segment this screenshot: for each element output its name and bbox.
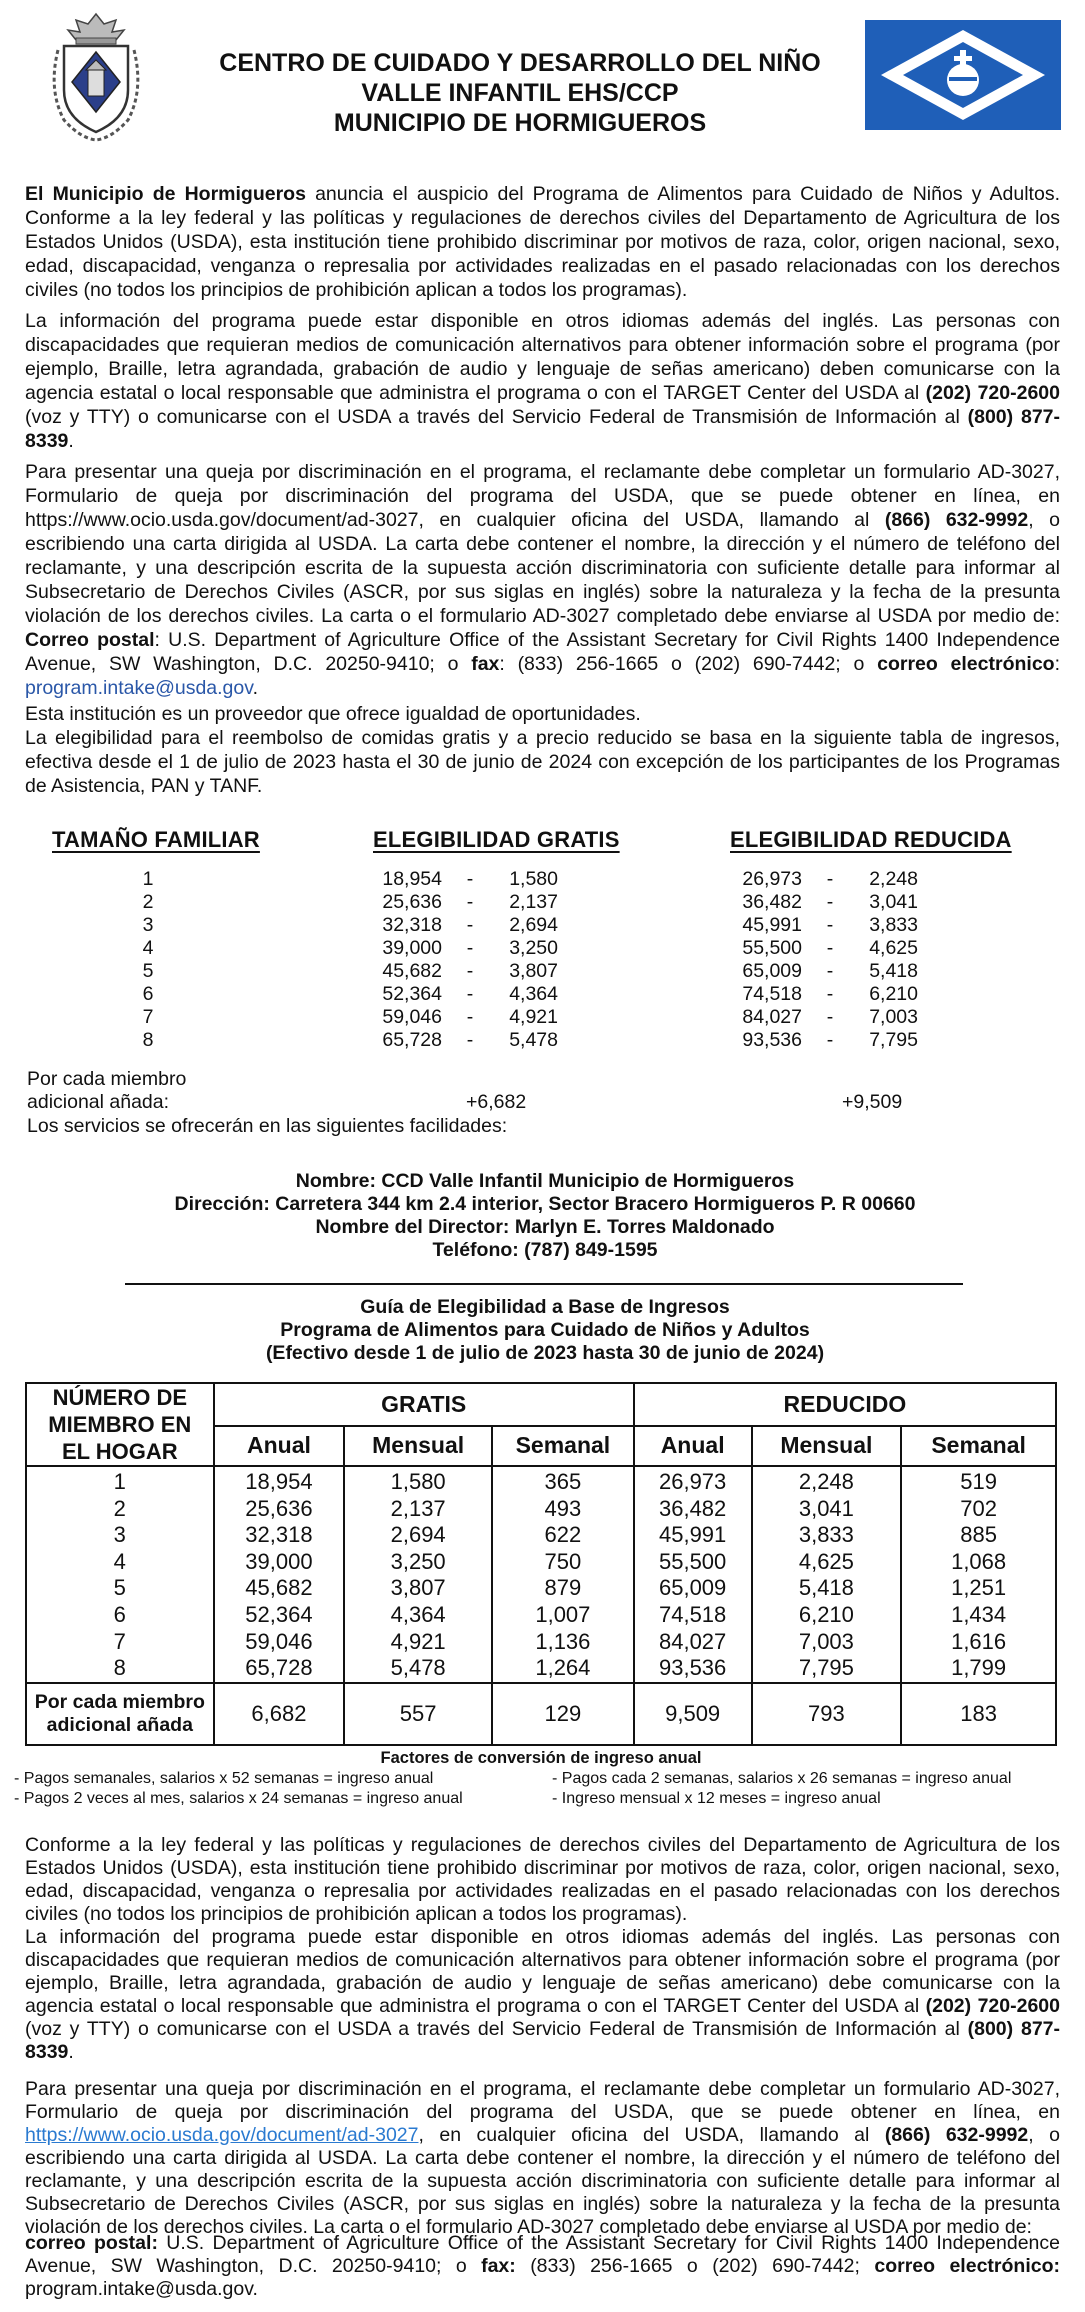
intro-paragraph-4 [25,702,1060,798]
guide-title-line-2: Programa de Alimentos para Cuidado de Niños y Adultos [280,1319,810,1341]
municipal-flag-icon [865,20,1061,130]
guide-title [150,1296,940,1365]
additional-member-free: +6,682 [466,1091,527,1113]
ad-3027-link[interactable]: https://www.ocio.usda.gov/document/ad-3027 [25,2124,419,2146]
reduced-header: REDUCIDO [634,1383,1056,1426]
outro-complaint-phone: (866) 632-9992 [884,2124,1029,2146]
table-cell: 2,694 [390,1522,446,1548]
range-dash: - [466,960,474,982]
table-cell: 55,500 [658,1548,727,1574]
email-link[interactable]: program.intake@usda.gov [25,677,253,699]
range-dash: - [826,914,834,936]
free-range-row [372,1006,558,1029]
header-line-1: CENTRO DE CUIDADO Y DESARROLLO DEL NIÑO [219,49,821,77]
free-header: GRATIS [214,1383,634,1426]
intro-p3-text-f: . [252,677,258,699]
income-eligibility-table [25,1382,1057,1746]
conversion-monthly: - Ingreso mensual x 12 meses = ingreso anual [552,1790,881,1807]
table-cell: 93,536 [658,1655,727,1681]
reduced-range-low: 26,973 [742,868,802,890]
additional-reduced-annual: 9,509 [634,1683,752,1745]
table-cell: 1 [113,1469,126,1494]
guide-title-line-3: (Efectivo desde 1 de julio de 2023 hasta 30 de junio de 2024) [265,1342,825,1364]
reduced-annual-column [634,1466,752,1683]
table-cell: 622 [544,1522,582,1548]
complaint-phone: (866) 632-9992 [884,509,1029,531]
free-range-row [372,960,558,983]
members-column [26,1466,214,1683]
additional-free-weekly: 129 [492,1683,634,1745]
free-range-row [372,914,558,937]
range-dash: - [826,1029,834,1051]
range-dash: - [826,937,834,959]
table-cell: 7 [113,1628,126,1654]
free-range-high: 3,250 [509,937,558,959]
reduced-range-high: 4,625 [869,937,918,959]
table-cell: 1,136 [535,1628,591,1654]
table-cell: 5 [113,1575,126,1601]
free-range-row [372,937,558,960]
free-range-low: 45,682 [382,960,442,982]
reduced-range-column [732,868,918,1052]
free-range-low: 65,728 [382,1029,442,1051]
header-line-3: MUNICIPIO DE HORMIGUEROS [333,109,707,137]
reduced-range-high: 3,041 [869,891,918,913]
intro-paragraph-2 [25,309,1060,453]
facility-phone: Teléfono: (787) 849-1595 [432,1239,658,1261]
services-line: Los servicios se ofrecerán en las siguientes facilidades: [27,1115,508,1137]
free-range-low: 32,318 [382,914,442,936]
table-cell: 3 [113,1522,126,1548]
outro-p2-text-b: (voz y TTY) o comunicarse con el USDA a través del Servicio Federal de Transmisión de Información al [25,2018,968,2040]
reduced-range-row [732,891,918,914]
free-range-low: 25,636 [382,891,442,913]
municipal-seal-icon [42,10,150,142]
table-cell: 1,616 [951,1628,1007,1654]
table-cell: 4,625 [798,1548,854,1574]
family-size-value: 3 [142,914,154,936]
intro-p3-text-d: : (833) 256-1665 o (202) 690-7442; o [499,653,878,675]
reduced-range-low: 65,009 [742,960,802,982]
table-cell: 7,003 [798,1628,854,1654]
reduced-range-row [732,1029,918,1052]
free-range-row [372,868,558,891]
family-size-value: 8 [142,1029,154,1051]
table-cell: 65,009 [658,1575,727,1601]
reduced-range-high: 2,248 [869,868,918,890]
outro-target-phone: (202) 720-2600 [925,1995,1060,2017]
equal-opportunity-line: Esta institución es un proveedor que ofrece igualdad de oportunidades. [25,703,641,725]
intro-p2-text-b: (voz y TTY) o comunicarse con el USDA a través del Servicio Federal de Transmisión de Información al [25,406,968,428]
reduced-range-low: 93,536 [742,1029,802,1051]
free-monthly-column [344,1466,492,1683]
table-cell: 32,318 [245,1522,313,1548]
table-cell: 7,795 [798,1655,854,1681]
free-weekly-column [492,1466,634,1683]
range-dash: - [826,868,834,890]
table-cell: 36,482 [658,1495,727,1521]
reduced-range-high: 5,418 [869,960,918,982]
table-cell: 26,973 [658,1469,727,1494]
range-dash: - [466,914,474,936]
household-members-header-line-1: NÚMERO DE [52,1385,188,1410]
range-dash: - [826,960,834,982]
table-cell: 4,364 [390,1601,446,1627]
outro-p3-text-c: , o escribiendo una carta dirigida al USDA. La carta debe contener el nombre, la dirección y el número de teléfono del reclamante, y una descripción escrita de la supuesta acción discriminatoria con suficiente detalle para informar al Subsecretario de Derechos Civiles (ASCR, por sus siglas en inglés) sobre la naturaleza y la fecha de la presunta violación de los derechos civiles. La carta o el formulario AD-3027 completado debe enviarse al USDA por medio de: [25,2124,1060,2238]
outro-p4-text-a: U.S. Department of Agriculture Office of the Assistant Secretary for Civil Rights 1400 Independence Avenue, SW Washington, D.C. 20250-9410; o [25,2232,1060,2277]
household-members-header-line-3: EL HOGAR [61,1439,178,1464]
outro-p4-text-b: (833) 256-1665 o (202) 690-7442; [515,2255,875,2277]
reduced-range-row [732,868,918,891]
free-range-column [372,868,558,1052]
outro-p2-text-c: . [68,2041,74,2063]
outro-fax-label: fax: [481,2255,516,2277]
outro-p3-text-b: , en cualquier oficina del USDA, llamando al [418,2124,885,2146]
conversion-weekly: - Pagos semanales, salarios x 52 semanas = ingreso anual [14,1770,434,1787]
conversion-right [552,1769,1011,1809]
additional-reduced-monthly: 793 [752,1683,902,1745]
conversion-biweekly: - Pagos cada 2 semanas, salarios x 26 semanas = ingreso anual [552,1770,1012,1787]
household-members-header-line-2: MIEMBRO EN [48,1412,192,1437]
intro-p2-text-a: La información del programa puede estar disponible en otros idiomas además del inglés. Las personas con discapacidades que requieran medios de comunicación alternativos para obtener información sobre el programa (por ejemplo, Braille, letra agrandada, grabación de audio y lenguaje de señas americano) deben comunicarse con la agencia estatal o local responsable que administra el programa o con el TARGET Center del USDA al [25,310,1060,404]
table-cell: 18,954 [245,1469,313,1494]
range-dash: - [826,983,834,1005]
reduced-range-row [732,914,918,937]
table-cell: 2,248 [798,1469,854,1494]
additional-member-row-label-line-2: adicional añada [46,1713,193,1736]
table-cell: 1,799 [951,1655,1007,1681]
divider [125,1283,963,1285]
conversion-twice-monthly: - Pagos 2 veces al mes, salarios x 24 semanas = ingreso anual [14,1790,463,1807]
table-cell: 3,041 [798,1495,854,1521]
conversion-title: Factores de conversión de ingreso anual [380,1749,702,1767]
reduced-monthly-header: Mensual [752,1426,902,1467]
additional-member-row-label [26,1683,214,1745]
outro-paragraph-4 [25,2232,1060,2301]
reduced-weekly-header: Semanal [901,1426,1056,1467]
intro-paragraph-3 [25,460,1060,700]
range-dash: - [466,891,474,913]
range-dash: - [466,983,474,1005]
free-range-low: 59,046 [382,1006,442,1028]
reduced-range-low: 55,500 [742,937,802,959]
additional-member-reduced: +9,509 [842,1091,903,1113]
reduced-range-high: 6,210 [869,983,918,1005]
reduced-range-row [732,1006,918,1029]
header-line-2: VALLE INFANTIL EHS/CCP [361,79,679,107]
relay-service-phone: (800) 877-8339 [25,406,1061,452]
mail-label: Correo postal [25,629,155,651]
free-monthly-header: Mensual [344,1426,492,1467]
table-cell: 3,250 [390,1548,446,1574]
table-cell: 59,046 [245,1628,313,1654]
table-cell: 365 [544,1469,582,1494]
free-range-row [372,983,558,1006]
free-range-row [372,891,558,914]
reduced-range-row [732,960,918,983]
additional-reduced-weekly: 183 [901,1683,1056,1745]
conversion-left [14,1769,463,1809]
table-cell: 2,137 [390,1495,446,1521]
reduced-range-low: 45,991 [742,914,802,936]
table-cell: 4 [113,1548,126,1574]
table-cell: 45,682 [245,1575,313,1601]
additional-member-label [27,1068,186,1114]
table-cell: 84,027 [658,1628,727,1654]
outro-p3-text-a: Para presentar una queja por discriminación en el programa, el reclamante debe completar un formulario AD-3027, Formulario de queja por discriminación del programa del USDA, que se puede obtener en línea, en [25,2078,1060,2123]
municipality-name: El Municipio de Hormigueros [25,183,306,205]
range-dash: - [826,1006,834,1028]
reduced-range-low: 36,482 [742,891,802,913]
table-cell: 750 [544,1548,582,1574]
family-size-value: 7 [142,1006,154,1028]
family-size-value: 2 [142,891,154,913]
free-range-high: 2,137 [509,891,558,913]
table-cell: 4,921 [390,1628,446,1654]
intro-p3-text-e: : [1054,653,1060,675]
table-cell: 519 [960,1469,997,1494]
reduced-range-low: 84,027 [742,1006,802,1028]
table-cell: 702 [960,1495,997,1521]
free-range-high: 2,694 [509,914,558,936]
free-annual-column [214,1466,345,1683]
target-center-phone: (202) 720-2600 [925,382,1060,404]
additional-member-label-line-2: adicional añada: [27,1091,170,1113]
free-range-low: 52,364 [382,983,442,1005]
outro-p2-text-a: La información del programa puede estar disponible en otros idiomas además del inglés. Las personas con discapacidades que requieran medios de comunicación alternativos para obtener información sobre el programa (por ejemplo, Braille, letra agrandada, grabación de audio y lenguaje de señas americano) debe comunicarse con la agencia estatal o local responsable que administra el programa o con el TARGET Center del USDA al [25,1926,1060,2017]
additional-free-annual: 6,682 [214,1683,345,1745]
range-dash: - [826,891,834,913]
reduced-range-high: 3,833 [869,914,918,936]
free-weekly-header: Semanal [492,1426,634,1467]
free-range-high: 4,364 [509,983,558,1005]
outro-paragraph-1: Conforme a la ley federal y las políticas y regulaciones de derechos civiles del Departamento de Agricultura de los Estados Unidos (USDA), esta institución tiene prohibido discriminar por motivos de raza, color, origen nacional, sexo, edad, discapacidad, venganza o represalia por actividades realizadas en el pasado relacionadas con los derechos civiles (no todos los principios de prohibición aplican a todos los programas). [25,1834,1060,1925]
family-size-value: 5 [142,960,154,982]
free-range-high: 5,478 [509,1029,558,1051]
additional-free-monthly: 557 [344,1683,492,1745]
intro-p3-text-c: : U.S. Department of Agriculture Office of the Assistant Secretary for Civil Rights 1400 Independence Avenue, SW Washington, D.C. 20250-9410; o [25,629,1060,675]
free-range-high: 1,580 [509,868,558,890]
table-cell: 74,518 [658,1601,727,1627]
table-cell: 1,264 [535,1655,591,1681]
table-cell: 52,364 [245,1601,313,1627]
outro-mail-label: correo postal: [25,2232,158,2254]
free-range-low: 18,954 [382,868,442,890]
facility-director: Nombre del Director: Marlyn E. Torres Maldonado [315,1216,775,1238]
table-cell: 493 [544,1495,582,1521]
table-cell: 5,478 [390,1655,446,1681]
table-cell: 25,636 [245,1495,313,1521]
additional-member-row-label-line-1: Por cada miembro [34,1690,205,1713]
table-cell: 3,833 [798,1522,854,1548]
facility-address: Dirección: Carretera 344 km 2.4 interior, Sector Bracero Hormigueros P. R 00660 [174,1193,916,1215]
email-label: correo electrónico [877,653,1055,675]
facility-info [100,1170,990,1262]
eligibility-basis-text: La elegibilidad para el reembolso de comidas gratis y a precio reducido se basa en la siguiente tabla de ingresos, efectiva desde el 1 de julio de 2023 hasta el 30 de junio de 2024 con excepción de los participantes de los Programas de Asistencia, PAN y TANF. [25,727,1060,797]
table-cell: 2 [113,1495,126,1521]
range-dash: - [466,1006,474,1028]
table-cell: 6,210 [798,1601,854,1627]
reduced-range-high: 7,795 [869,1029,918,1051]
free-eligibility-header: ELEGIBILIDAD GRATIS [373,827,620,852]
reduced-monthly-column [752,1466,902,1683]
intro-p1-text: anuncia el auspicio del Programa de Alimentos para Cuidado de Niños y Adultos. Conforme a la ley federal y las políticas y regulaciones de derechos civiles del Departamento de Agricultura de los Estados Unidos (USDA), esta institución tiene prohibido discriminar por motivos de raza, color, origen nacional, sexo, edad, discapacidad, venganza o represalia por actividades realizadas en el pasado relacionadas con los derechos civiles (no todos los principios de prohibición aplican a todos los programas). [25,183,1060,301]
guide-title-line-1: Guía de Elegibilidad a Base de Ingresos [360,1296,730,1318]
reduced-annual-header: Anual [634,1426,752,1467]
table-cell: 6 [113,1601,126,1627]
table-cell: 5,418 [798,1575,854,1601]
intro-paragraph-1 [25,182,1060,302]
free-range-low: 39,000 [382,937,442,959]
intro-p3-text-b: , o escribiendo una carta dirigida al USDA. La carta debe contener el nombre, la dirección y el número de teléfono del reclamante, y una descripción escrita de la supuesta acción discriminatoria con suficiente detalle para informar al Subsecretario de Derechos Civiles (ASCR, por sus siglas en inglés) sobre la naturaleza y la fecha de la presunta violación de los derechos civiles. La carta o el formulario AD-3027 completado debe enviarse al USDA por medio de: [25,509,1060,627]
reduced-range-low: 74,518 [742,983,802,1005]
household-members-header [26,1383,214,1466]
table-cell: 1,580 [390,1469,446,1494]
free-annual-header: Anual [214,1426,345,1467]
table-cell: 45,991 [658,1522,727,1548]
range-dash: - [466,937,474,959]
facility-name: Nombre: CCD Valle Infantil Municipio de Hormigueros [295,1170,795,1192]
table-cell: 885 [960,1522,997,1548]
table-cell: 1,007 [535,1601,591,1627]
outro-paragraph-3 [25,2078,1060,2239]
table-cell: 1,434 [951,1601,1007,1627]
additional-member-label-line-1: Por cada miembro [27,1068,187,1090]
family-size-header: TAMAÑO FAMILIAR [52,827,260,852]
table-cell: 1,251 [951,1575,1007,1601]
free-range-high: 4,921 [509,1006,558,1028]
reduced-range-row [732,983,918,1006]
family-size-column [128,868,168,1052]
header-title [175,48,865,138]
range-dash: - [466,868,474,890]
table-cell: 39,000 [245,1548,313,1574]
outro-p4-text-c: program.intake@usda.gov. [25,2278,258,2300]
outro-email-label: correo electrónico: [874,2255,1060,2277]
intro-p3-text-a: Para presentar una queja por discriminación en el programa, el reclamante debe completar un formulario AD-3027, Formulario de queja por discriminación del programa del USDA, que se puede obtener en línea, en https://www.ocio.usda.gov/document/ad-3027, en cualquier oficina del USDA, llamando al [25,461,1060,531]
family-size-value: 6 [142,983,154,1005]
outro-relay-phone: (800) 877-8339 [25,2018,1061,2063]
intro-p2-text-c: . [68,430,74,452]
table-cell: 65,728 [245,1655,313,1681]
reduced-range-row [732,937,918,960]
family-size-value: 4 [142,937,154,959]
reduced-weekly-column [901,1466,1056,1683]
range-dash: - [466,1029,474,1051]
free-range-row [372,1029,558,1052]
table-cell: 879 [544,1575,582,1601]
fax-label: fax [471,653,500,675]
family-size-value: 1 [142,868,154,890]
reduced-range-high: 7,003 [869,1006,918,1028]
table-cell: 3,807 [390,1575,446,1601]
outro-paragraph-2 [25,1926,1060,2064]
reduced-eligibility-header: ELEGIBILIDAD REDUCIDA [730,827,1012,852]
table-cell: 1,068 [951,1548,1007,1574]
table-cell: 8 [113,1655,126,1681]
free-range-high: 3,807 [509,960,558,982]
